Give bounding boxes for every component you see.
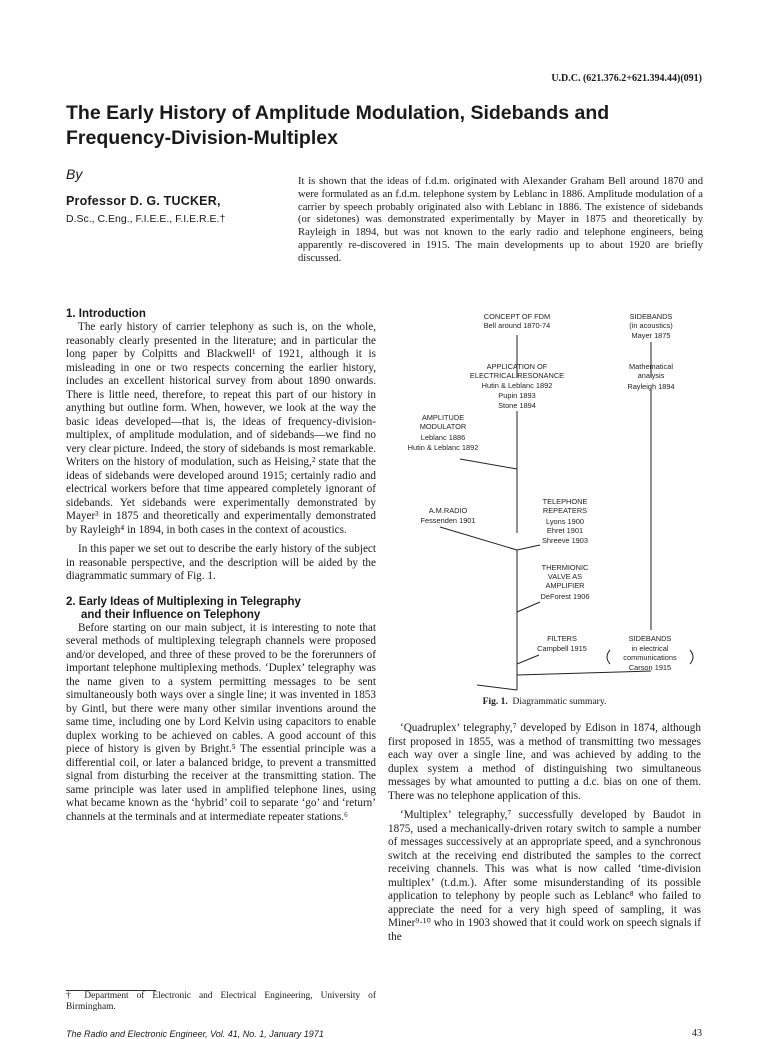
connector-repeaters [517,545,540,550]
sidebands-acoustics-line-3: Mayer 1875 [631,331,671,340]
paper-title: The Early History of Amplitude Modulation, Sidebands and Frequency-Division-Multiplex [66,102,610,149]
section-2-heading-line-2: and their Influence on Telephony [81,608,261,621]
fig-1-diagram [392,305,702,693]
repeaters-line-4: Ehret 1901 [546,526,584,535]
figure-caption [388,697,701,707]
valve-line-2: VALVE AS [547,572,583,581]
left-bracket [607,650,610,664]
section-2-paragraph-1: Before starting on our main subject, it is interesting to note that several methods of multiplexing telegraph channels were proposed and/or developed, and three of these proved to be the forerunners of important telephone multiplexing methods. ‘Duplex’ telegraphy was the name given to a system permitting messages to be sent simultaneously both ways over a single line; it was invented in 1853 by Gintl, but there were many other similar inventions around the same time, including one by Lord Kelvin using capacitors to enable duplex working to be achieved on cables. A good account of this piece of history is given by Bright.⁵ The essential principle was a differential coil, or later a balanced bridge, to prevent a transmitted signal from disturbing the receiver at the transmitting station. The same principle was later used in amplified telephone lines, using what became known as the ‘hybrid’ coil to separate ‘go’ and ‘return’ channels at the terminals and at intermediate repeater stations.⁶ [66,621,376,823]
valve-line-1: THERMIONIC [541,563,589,572]
right-column [388,722,701,944]
math-analysis-line-2: analysis [637,371,665,380]
journal-footer: The Radio and Electronic Engineer, Vol. 41, No. 1, January 1971 [66,1029,324,1039]
connector-bottom [477,685,517,690]
caption-text: Diagrammatic summary. [512,697,607,707]
modulator-line-2: MODULATOR [419,422,467,431]
left-column [66,308,376,824]
node-am-radio [420,506,475,525]
node-mathematical-analysis [627,362,674,391]
connector-modulator [460,459,517,469]
math-analysis-line-3: Rayleigh 1894 [627,382,675,391]
application-line-4: Pupin 1893 [498,391,536,400]
concept-fdm-line-1: CONCEPT OF FDM [483,312,551,321]
connector-valve [517,602,540,612]
node-amplitude-modulator [408,413,479,452]
am-radio-line-2: Fessenden 1901 [420,516,476,525]
valve-line-3: AMPLIFIER [545,581,585,590]
sidebands-acoustics-line-2: (in acoustics) [629,321,673,330]
modulator-line-4: Hutin & Leblanc 1892 [407,443,479,452]
by-line: By [66,166,83,182]
footnote: † Department of Electronic and Electrical Engineering, University of Birmingham. [66,991,376,1012]
repeaters-line-1: TELEPHONE [542,497,588,506]
node-thermionic-valve [541,563,590,601]
author-name: Professor D. G. TUCKER, [66,194,221,208]
sidebands-electrical-line-3: communications [623,653,677,662]
section-2-paragraph-3: ‘Multiplex’ telegraphy,⁷ successfully developed by Baudot in 1875, used a mechanically-driven rotary switch to sample a number of messages successively at an appropriate speed, and a synchronous switch at the receiving end distributed the samples to the correct receiving channels. This was what is now called ‘time-division multiplex’ (t.d.m.). After some misunderstanding of its possible application to telephony by people such as Leblanc⁸ who failed to appreciate the need for a very high speed of sampling, it was Miner⁹·¹⁰ who in 1903 showed that it could work on speech signals if the [388,809,701,943]
section-2-paragraph-2: ‘Quadruplex’ telegraphy,⁷ developed by Edison in 1874, although first proposed in 1855, was a method of transmitting two messages each way over a single line, and was achieved by adding to the duplex system a method of distinguishing two simultaneous messages by what amounted to putting a d.c. bias on one of them. There was no telephone application of this. [388,722,701,802]
application-line-3: Hutin & Leblanc 1892 [481,381,553,390]
am-radio-line-1: A.M.RADIO [428,506,468,515]
node-application-resonance [470,362,564,410]
sidebands-acoustics-line-1: SIDEBANDS [629,312,673,321]
caption-label: Fig. 1. [482,697,508,707]
modulator-line-1: AMPLITUDE [421,413,465,422]
section-1-heading: 1. Introduction [66,308,146,320]
section-1-paragraph-1: The early history of carrier telephony as such is, on the whole, reasonably clearly presented in the literature; and in particular the long paper by Colpitts and Blackwell¹ of 1921, although it is misleading in one or two respects concerning the earlier history, includes an excellent historical survey from about 1890 onwards. There is little need, therefore, to repeat this part of our history in anything but outline form. When, however, we look at the way the basic ideas developed—that is, the ideas of frequency-division-multiplex, of amplitude modulation, and of sidebands—we find no very clear picture. Indeed, the story of sidebands is most remarkable. Writers on the history of modulation, such as Heising,² state that the ideas of sidebands were developed around 1915; certainly radio and electrical workers before that time appeared completely ignorant of sidebands. Yet sidebands were experimentally demonstrated by Mayer³ in 1875 and theoretically and experimentally demonstrated by Rayleigh⁴ in 1894, in both cases in the context of acoustics. [66,321,376,536]
sidebands-electrical-line-1: SIDEBANDS [628,634,672,643]
node-sidebands-acoustics [629,312,673,340]
repeaters-line-2: REPEATERS [542,506,588,515]
section-1-paragraph-2: In this paper we set out to describe the early history of the subject in reasonable perspective, and the description will be aided by the diagrammatic summary of Fig. 1. [66,543,376,582]
application-line-2: ELECTRICAL RESONANCE [469,371,565,380]
repeaters-line-3: Lyons 1900 [546,517,584,526]
section-2-heading-line-1: 2. Early Ideas of Multiplexing in Telegraphy [66,595,301,608]
sidebands-electrical-line-4: Carson 1915 [628,663,672,672]
node-sidebands-electrical [623,634,677,672]
node-concept-fdm [484,312,551,330]
application-line-5: Stone 1894 [498,401,536,410]
page-number: 43 [692,1028,702,1039]
connector-am-radio [440,527,517,550]
connector-filters [517,655,539,664]
udc-code: U.D.C. (621.376.2+621.394.44)(091) [551,73,702,84]
modulator-line-3: Leblanc 1886 [420,433,466,442]
node-filters [537,634,587,653]
application-line-1: APPLICATION OF [486,362,548,371]
abstract: It is shown that the ideas of f.d.m. originated with Alexander Graham Bell around 1870 and were formulated as an f.d.m. telephone system by Leblanc in 1886. Amplitude modulation of a carrier by speech probably originated also with Leblanc in 1886. The existence of sidebands (or sidetones) was demonstrated experimentally by Mayer in 1875 and theoretically by Rayleigh in 1894, but was not known to the early radio and telephone engineers, being apparently re-discovered in 1915. The main developments up to about 1920 are briefly discussed. [298,176,703,264]
author-qualifications: D.Sc., C.Eng., F.I.E.E., F.I.E.R.E.† [66,213,226,225]
concept-fdm-line-2: Bell around 1870-74 [483,321,551,330]
right-bracket [690,650,693,664]
valve-line-4: DeForest 1906 [540,592,590,601]
sidebands-electrical-line-2: in electrical [631,644,669,653]
filters-line-1: FILTERS [547,634,577,643]
math-analysis-line-1: Mathematical [629,362,673,371]
repeaters-line-5: Shreeve 1903 [541,536,589,545]
filters-line-2: Campbell 1915 [537,644,587,653]
node-telephone-repeaters [542,497,588,545]
